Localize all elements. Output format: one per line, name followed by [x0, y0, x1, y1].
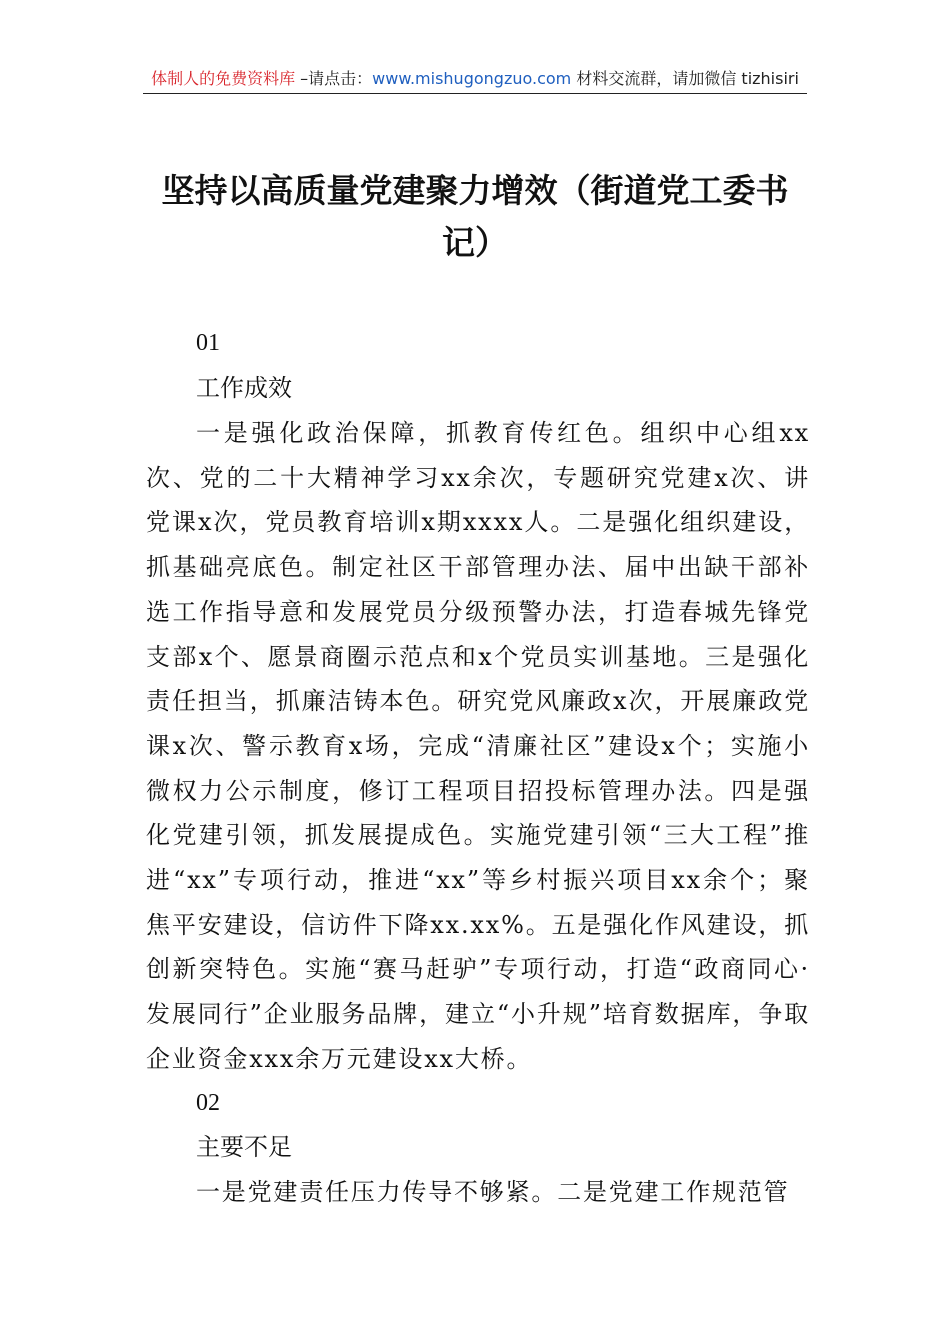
header-suffix: 材料交流群，请加微信 tizhisiri [571, 69, 799, 88]
section-number: 01 [196, 330, 220, 356]
section-heading: 主要不足 [196, 1133, 292, 1161]
section-heading: 工作成效 [196, 374, 292, 402]
section-body: 一是党建责任压力传导不够紧。二是党建工作规范管 [196, 1178, 790, 1206]
header-prompt: –请点击： [295, 69, 373, 88]
page-header [143, 68, 807, 94]
document-title: 坚持以高质量党建聚力增效（街道党工委书记） [161, 171, 789, 262]
header-brand: 体制人的免费资料库 [151, 69, 296, 88]
section-number: 02 [196, 1090, 220, 1116]
header-link[interactable]: www.mishugongzuo.com [372, 69, 572, 88]
section-body: 一是强化政治保障，抓教育传红色。组织中心组xx次、党的二十大精神学习xx余次，专题研究党建x次、讲党课x次，党员教育培训x期xxxx人。二是强化组织建设，抓基础亮底色。制定社区干部管理办法、届中出缺干部补选工作指导意和发展党员分级预警办法，打造春城先锋党支部x个、愿景商圈示范点和x个党员实训基地。三是强化责任担当，抓廉洁铸本色。研究党风廉政x次，开展廉政党课x次、警示教育x场，完成“清廉社区”建设x个；实施小微权力公示制度，修订工程项目招投标管理办法。四是强化党建引领，抓发展提成色。实施党建引领“三大工程”推进“xx”专项行动，推进“xx”等乡村振兴项目xx余个；聚焦平安建设，信访件下降xx.xx%。五是强化作风建设，抓创新突特色。实施“赛马赶驴”专项行动，打造“政商同心·发展同行”企业服务品牌，建立“小升规”培育数据库，争取企业资金xxx余万元建设xx大桥。 [146, 419, 810, 1073]
